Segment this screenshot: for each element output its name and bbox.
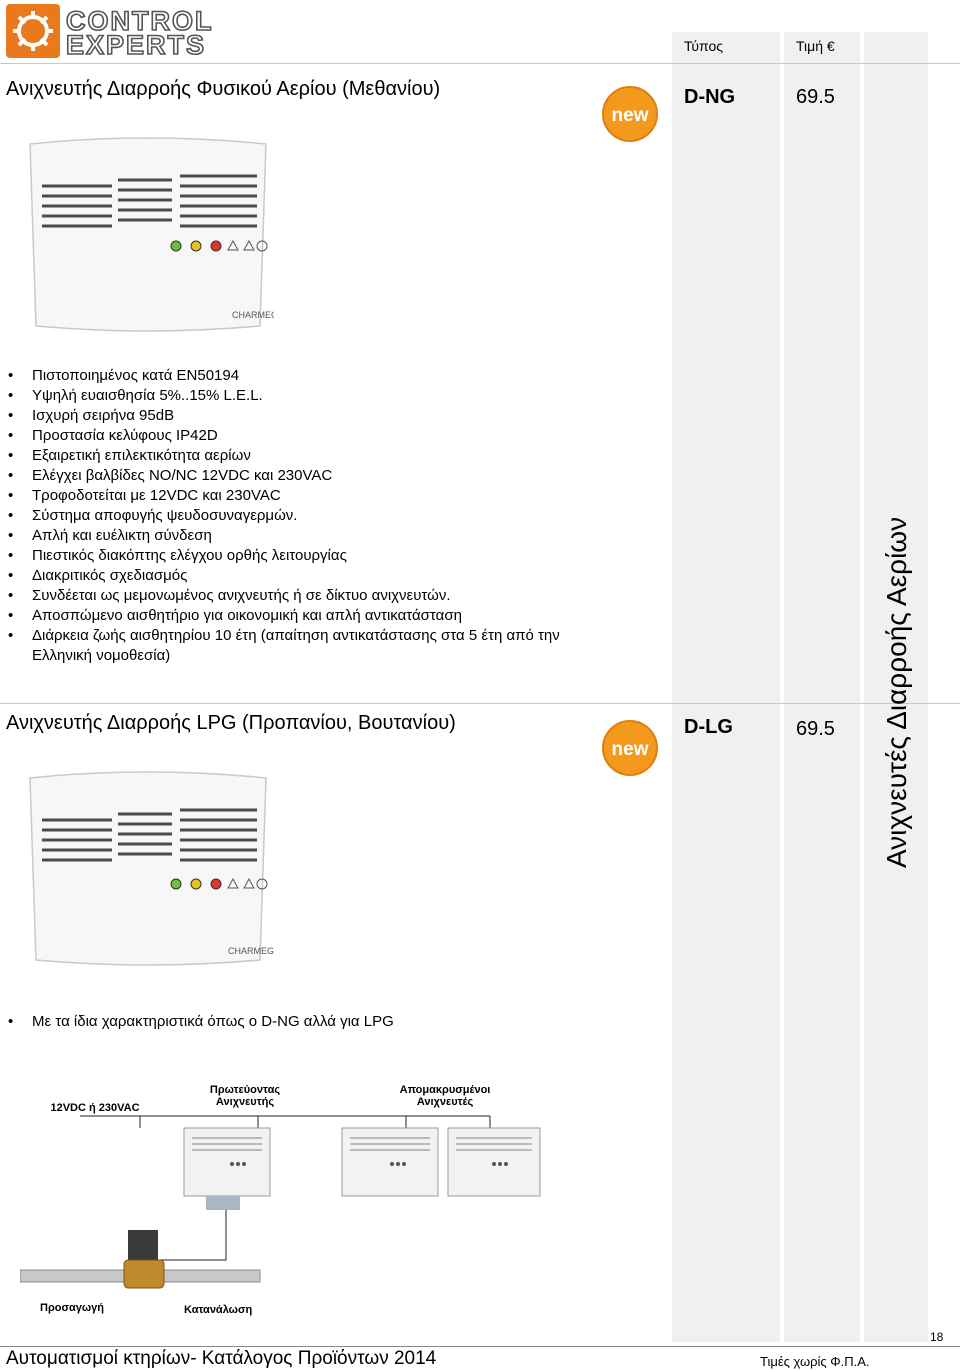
brand-line1: CONTROL <box>66 6 214 36</box>
brand-line2: EXPERTS <box>66 30 207 60</box>
consumption-label: Κατανάλωση <box>184 1304 253 1316</box>
product-title-dlg: Ανιχνευτής Διαρροής LPG (Προπανίου, Βουτανίου) <box>6 712 456 734</box>
section-rule <box>0 703 960 704</box>
side-category-text: Ανιχνευτές Διαρροής Αερίων <box>881 516 912 868</box>
product-code-dlg: D-LG <box>684 716 733 738</box>
brand-logo <box>6 2 246 60</box>
footer-price-note: Τιμές χωρίς Φ.Π.Α. <box>760 1354 870 1369</box>
feature-item: • Ελέγχει βαλβίδες NO/NC 12VDC και 230VAC <box>18 466 608 486</box>
lpg-note-list <box>18 1012 618 1032</box>
header-rule <box>0 63 960 64</box>
remote-detectors-label: Απομακρυσμένοι Ανιχνευτές <box>399 1084 491 1108</box>
inlet-label: Προσαγωγή <box>40 1302 105 1314</box>
device-brand-2: CHARMEG <box>228 946 274 956</box>
wiring-diagram <box>20 1110 580 1310</box>
feature-list <box>18 366 608 666</box>
gas-detector-image <box>22 136 274 336</box>
price-header: Τιμή € <box>796 38 835 54</box>
feature-item: • Διάρκεια ζωής αισθητηρίου 10 έτη (απαίτηση αντικατάστασης στα 5 έτη από την Ελληνική νομοθεσία) <box>18 626 608 666</box>
feature-item: • Εξαιρετική επιλεκτικότητα αερίων <box>18 446 608 466</box>
gas-detector-image <box>22 770 274 970</box>
new-badge <box>600 718 660 778</box>
new-badge <box>600 84 660 144</box>
feature-item: • Συνδέεται ως μεμονωμένος ανιχνευτής ή σε δίκτυο ανιχνευτών. <box>18 586 608 606</box>
feature-item: • Ισχυρή σειρήνα 95dB <box>18 406 608 426</box>
primary-detector-label: Πρωτεύοντας Ανιχνευτής <box>209 1084 281 1108</box>
new-badge-text: new <box>611 105 649 126</box>
side-category-title <box>860 480 932 870</box>
page-number: 18 <box>930 1330 944 1344</box>
price-column <box>784 32 860 1342</box>
new-badge-text: new <box>611 739 649 760</box>
product-price-dlg: 69.5 <box>796 718 835 740</box>
feature-item: • Προστασία κελύφους IP42D <box>18 426 608 446</box>
feature-item: • Σύστημα αποφυγής ψευδοσυναγερμών. <box>18 506 608 526</box>
product-price-dng: 69.5 <box>796 86 835 108</box>
device-brand-1: CHARMEG <box>232 310 274 320</box>
footer-rule <box>0 1346 960 1347</box>
supply-label: 12VDC ή 230VAC <box>50 1102 140 1114</box>
feature-item: • Αποσπώμενο αισθητήριο για οικονομική και απλή αντικατάσταση <box>18 606 608 626</box>
feature-item: • Διακριτικός σχεδιασμός <box>18 566 608 586</box>
feature-item: • Τροφοδοτείται με 12VDC και 230VAC <box>18 486 608 506</box>
type-column <box>672 32 780 1342</box>
product-code-dng: D-NG <box>684 86 736 108</box>
footer-title: Αυτοματισμοί κτηρίων- Κατάλογος Προϊόντων 2014 <box>6 1348 437 1369</box>
lpg-note: • Με τα ίδια χαρακτηριστικά όπως ο D-NG αλλά για LPG <box>18 1012 618 1032</box>
feature-item: • Πιεστικός διακόπτης ελέγχου ορθής λειτουργίας <box>18 546 608 566</box>
type-header: Τύπος <box>684 38 723 54</box>
feature-item: • Υψηλή ευαισθησία 5%..15% L.E.L. <box>18 386 608 406</box>
product-title-dng: Ανιχνευτής Διαρροής Φυσικού Αερίου (Μεθανίου) <box>6 78 441 100</box>
feature-item: • Πιστοποιημένος κατά EN50194 <box>18 366 608 386</box>
feature-item: • Απλή και ευέλικτη σύνδεση <box>18 526 608 546</box>
